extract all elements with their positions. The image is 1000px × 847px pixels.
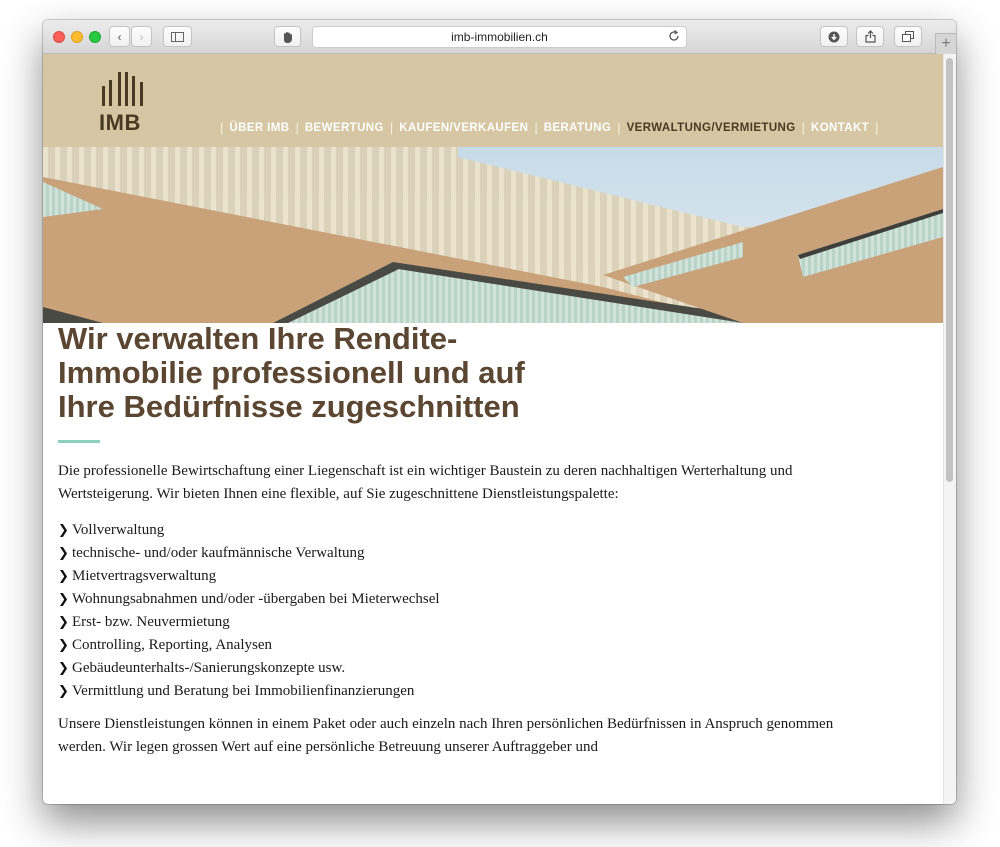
- nav-item-verwaltung-vermietung[interactable]: VERWALTUNG/VERMIETUNG: [626, 121, 796, 134]
- headline-line: Immobilie professionell und auf: [58, 355, 525, 390]
- reload-icon[interactable]: [668, 30, 680, 42]
- nav-separator: |: [534, 120, 538, 135]
- headline-line: Wir verwalten Ihre Rendite-: [58, 321, 458, 356]
- service-item: [58, 542, 838, 565]
- service-label: Wohnungsabnahmen und/oder -übergaben bei Mieterwechsel: [72, 591, 440, 607]
- share-icon: [865, 30, 876, 43]
- service-item: [58, 588, 838, 611]
- chevron-right-icon: ❯: [58, 569, 69, 584]
- extension-button[interactable]: [274, 26, 301, 47]
- nav-separator: |: [875, 120, 879, 135]
- chevron-right-icon: ❯: [58, 684, 69, 699]
- chevron-right-icon: ❯: [58, 592, 69, 607]
- sidebar-button[interactable]: [163, 26, 192, 47]
- chevron-right-icon: ❯: [58, 615, 69, 630]
- site-header: [43, 54, 943, 147]
- sidebar-icon: [171, 32, 184, 42]
- share-button[interactable]: [856, 26, 884, 47]
- main-navigation: [215, 120, 884, 135]
- minimize-window-button[interactable]: [71, 31, 83, 43]
- nav-separator: |: [389, 120, 394, 135]
- logo-text[interactable]: IMB: [99, 110, 141, 135]
- headline-line: Ihre Bedürfnisse zugeschnitten: [58, 389, 520, 424]
- forward-button[interactable]: [131, 26, 152, 47]
- chevron-right-icon: ❯: [58, 523, 69, 538]
- back-button[interactable]: [109, 26, 130, 47]
- close-window-button[interactable]: [53, 31, 65, 43]
- service-label: Mietvertragsverwaltung: [72, 568, 217, 584]
- nav-separator: |: [801, 120, 805, 135]
- chevron-right-icon: ❯: [58, 661, 69, 676]
- nav-separator: |: [220, 120, 224, 135]
- service-label: Erst- bzw. Neuvermietung: [72, 614, 230, 630]
- nav-item-kaufen-verkaufen[interactable]: KAUFEN/VERKAUFEN: [399, 121, 529, 134]
- chevron-right-icon: ❯: [58, 546, 69, 561]
- downloads-button[interactable]: [820, 26, 848, 47]
- new-tab-button[interactable]: [935, 33, 956, 54]
- nav-item-beratung[interactable]: BERATUNG: [543, 121, 612, 134]
- page-headline: [58, 322, 578, 424]
- chevron-right-icon: ❯: [58, 638, 69, 653]
- outro-paragraph: Unsere Dienstleistungen können in einem Paket oder auch einzeln nach Ihren persönlichen Bedürfnissen in Anspruch genommen werden. Wir legen grossen Wert auf eine persönliche Betreuung unserer Auftraggeber und: [58, 716, 834, 755]
- new-tab-icon: +: [941, 35, 951, 52]
- service-label: Gebäudeunterhalts-/Sanierungskonzepte usw.: [72, 660, 346, 676]
- service-item: [58, 657, 838, 680]
- nav-item-ueber-imb[interactable]: ÜBER IMB: [229, 121, 290, 134]
- browser-toolbar: [43, 20, 956, 54]
- service-item: [58, 565, 838, 588]
- nav-item-bewertung[interactable]: BEWERTUNG: [304, 121, 384, 134]
- back-icon: ‹: [117, 29, 122, 44]
- address-bar[interactable]: [312, 26, 687, 48]
- service-item: [58, 634, 838, 657]
- tabs-icon: [902, 31, 914, 42]
- headline-divider: [58, 440, 100, 443]
- service-label: Vollverwaltung: [72, 522, 165, 538]
- hand-icon: [282, 31, 293, 43]
- service-item: [58, 519, 838, 542]
- url-text: imb-immobilien.ch: [451, 30, 548, 44]
- nav-separator: |: [617, 120, 621, 135]
- main-content: [58, 322, 838, 759]
- scrollbar-thumb[interactable]: [946, 58, 953, 482]
- service-item: [58, 680, 838, 703]
- service-label: technische- und/oder kaufmännische Verwaltung: [72, 545, 365, 561]
- service-label: Vermittlung und Beratung bei Immobilienfinanzierungen: [72, 683, 415, 699]
- zoom-window-button[interactable]: [89, 31, 101, 43]
- nav-separator: |: [295, 120, 299, 135]
- services-list: [58, 519, 838, 703]
- imb-logo-icon[interactable]: [100, 72, 146, 106]
- nav-item-kontakt[interactable]: KONTAKT: [810, 121, 870, 134]
- vertical-scrollbar[interactable]: [943, 54, 956, 804]
- download-icon: [828, 31, 840, 43]
- tabs-overview-button[interactable]: [894, 26, 922, 47]
- service-item: [58, 611, 838, 634]
- forward-icon: ›: [139, 29, 144, 44]
- service-label: Controlling, Reporting, Analysen: [72, 637, 272, 653]
- hero-building-image: [43, 147, 943, 323]
- intro-paragraph: Die professionelle Bewirtschaftung einer Liegenschaft ist ein wichtiger Baustein zu deren nachhaltigen Werterhaltung und Wertsteigerung. Wir bieten Ihnen eine flexible, auf Sie zugeschnittene Dienstleistungspalette:: [58, 463, 793, 502]
